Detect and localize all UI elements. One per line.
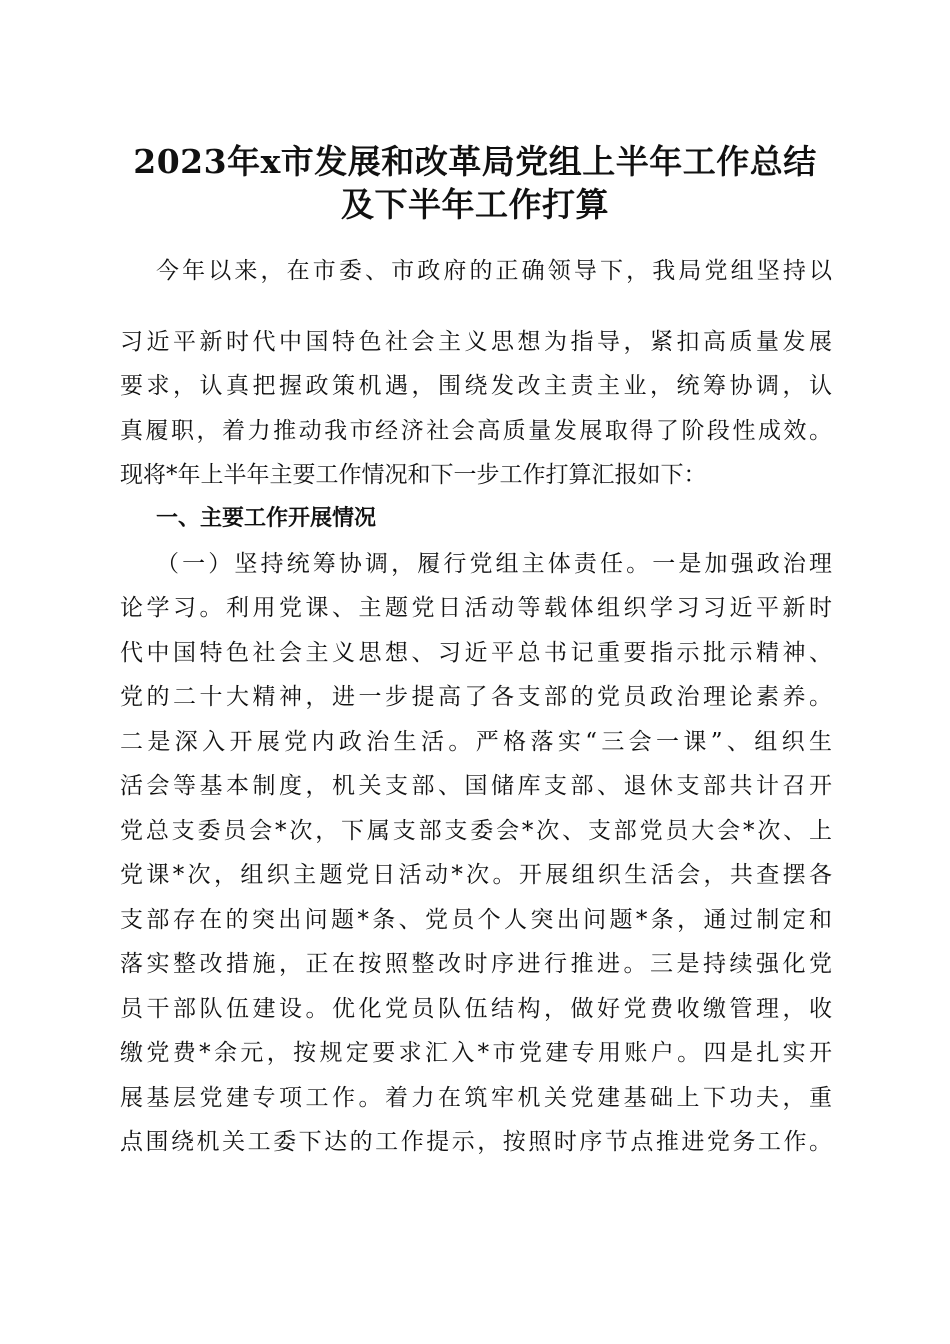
- section1-paragraph-line: 论学习。利用党课、主题党日活动等载体组织学习习近平新时: [120, 595, 832, 621]
- section1-paragraph-line: 落实整改措施，正在按照整改时序进行推进。三是持续强化党: [120, 951, 832, 977]
- document-title-line-1: 2023年x市发展和改革局党组上半年工作总结: [133, 142, 817, 181]
- intro-paragraph-line: 要求，认真把握政策机遇，围绕发改主责主业，统筹协调，认: [120, 373, 832, 399]
- section1-paragraph-line: 员干部队伍建设。优化党员队伍结构，做好党费收缴管理，收: [120, 996, 832, 1022]
- section1-paragraph-line: 党的二十大精神，进一步提高了各支部的党员政治理论素养。: [120, 684, 832, 710]
- section-heading: 一、主要工作开展情况: [156, 506, 377, 531]
- section1-paragraph-line: 缴党费*余元，按规定要求汇入*市党建专用账户。四是扎实开: [120, 1040, 832, 1066]
- section1-paragraph-line: 代中国特色社会主义思想、习近平总书记重要指示批示精神、: [120, 640, 832, 666]
- section1-paragraph-line: 活会等基本制度，机关支部、国储库支部、退休支部共计召开: [120, 773, 832, 799]
- section1-paragraph-line: 展基层党建专项工作。着力在筑牢机关党建基础上下功夫，重: [120, 1085, 832, 1111]
- section1-paragraph-line: 点围绕机关工委下达的工作提示，按照时序节点推进党务工作。: [120, 1129, 832, 1155]
- intro-paragraph-line: 今年以来，在市委、市政府的正确领导下，我局党组坚持以: [156, 258, 832, 284]
- section1-paragraph-line: 支部存在的突出问题*条、党员个人突出问题*条，通过制定和: [120, 907, 832, 933]
- section1-paragraph-line: 党总支委员会*次，下属支部支委会*次、支部党员大会*次、上: [120, 818, 832, 844]
- intro-paragraph-line: 真履职，着力推动我市经济社会高质量发展取得了阶段性成效。: [120, 418, 832, 444]
- section1-paragraph-line: 二是深入开展党内政治生活。严格落实“三会一课”、组织生: [120, 729, 832, 755]
- document-title-line-2: 及下半年工作打算: [341, 185, 609, 224]
- intro-paragraph-line: 现将*年上半年主要工作情况和下一步工作打算汇报如下：: [120, 462, 707, 488]
- section1-paragraph-line: （一）坚持统筹协调，履行党组主体责任。一是加强政治理: [156, 551, 832, 577]
- section1-paragraph-line: 党课*次，组织主题党日活动*次。开展组织生活会，共查摆各: [120, 862, 832, 888]
- intro-paragraph-line: 习近平新时代中国特色社会主义思想为指导，紧扣高质量发展: [120, 329, 832, 355]
